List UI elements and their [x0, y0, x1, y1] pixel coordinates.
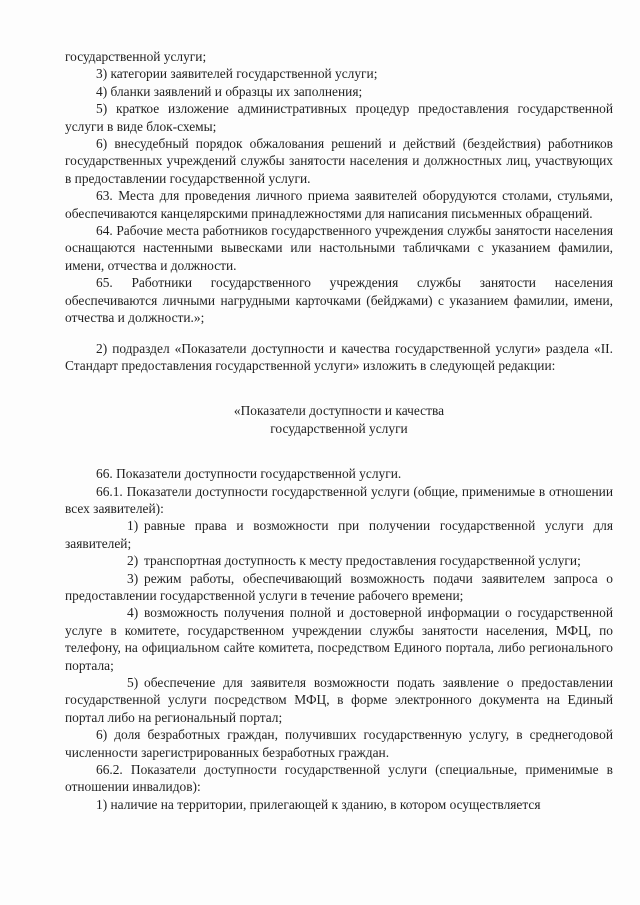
list-item-number: 5) — [127, 675, 139, 690]
list-item: 3) категории заявителей государственной услуги; — [96, 66, 378, 82]
paragraph-63: 63. Места для проведения личного приема заявителей оборудуются столами, стульями, обеспечиваются канцелярскими принадлежностями для написания письменных обращений. — [65, 188, 613, 221]
document-body — [65, 48, 613, 813]
list-item — [65, 517, 613, 552]
paragraph-continuation: государственной услуги; — [65, 49, 207, 64]
spacer — [65, 374, 613, 402]
section-heading-line1: «Показатели доступности и качества — [233, 403, 445, 419]
list-item: 6) внесудебный порядок обжалования решений и действий (бездействия) работников государственных учреждений службы занятости населения и должностных лиц, участвующих в предоставлении государственной услуги. — [65, 136, 613, 186]
list-item: 6) доля безработных граждан, получивших государственную услугу, в среднегодовой численности зарегистрированных безработных граждан. — [65, 727, 613, 760]
list-item-text: возможность получения полной и достоверной информации о государственной услуге в комитете, государственном учреждении службы занятости населения, МФЦ, по телефону, на официальном сайте комитета, посредством Единого портала, либо регионального портала; — [65, 605, 613, 673]
list-item-number: 2) — [127, 553, 139, 569]
paragraph-65: 65. Работники государственного учреждения службы занятости населения обеспечиваются личными нагрудными карточками (бейджами) с указанием фамилии, имени, отчества и должности.»; — [65, 275, 613, 326]
list-item-text: режим работы, обеспечивающий возможность подачи заявителем запроса о предоставлении государственной услуги в течение рабочего времени; — [65, 570, 613, 603]
paragraph-66: 66. Показатели доступности государственной услуги. — [96, 466, 402, 482]
list-item — [65, 674, 613, 726]
list-item-number: 1) — [127, 518, 139, 534]
spacer — [65, 327, 613, 340]
paragraph-66-1: 66.1. Показатели доступности государственной услуги (общие, применимые в отношении всех заявителей): — [65, 483, 613, 516]
section-heading-line2: государственной услуги — [270, 420, 408, 436]
list-item-number: 3) — [127, 570, 139, 586]
list-item-text: транспортная доступность к месту предоставления государственной услуги; — [144, 553, 581, 569]
spacer — [65, 437, 613, 465]
list-item-text: равные права и возможности при получении государственной услуги для заявителей; — [65, 518, 613, 551]
list-item: 1) наличие на территории, прилегающей к зданию, в котором осуществляется — [96, 796, 541, 812]
paragraph-64: 64. Рабочие места работников государственного учреждения службы занятости населения оснащаются настенными вывесками или настольными табличками с указанием фамилии, имени, отчества и должности. — [65, 223, 613, 273]
list-item-text: обеспечение для заявителя возможности подать заявление о предоставлении государственной услуги посредством МФЦ, в форме электронного документа на Единый портал либо на региональный портал; — [65, 675, 613, 725]
list-item — [65, 570, 613, 605]
list-item: 4) бланки заявлений и образцы их заполнения; — [96, 83, 363, 99]
list-item — [65, 604, 613, 674]
list-item-number: 4) — [127, 605, 139, 621]
paragraph-amendment: 2) подраздел «Показатели доступности и качества государственной услуги» раздела «II. Стандарт предоставления государственной услуги» изложить в следующей редакции: — [65, 340, 613, 373]
list-item — [65, 552, 613, 569]
list-item: 5) краткое изложение административных процедур предоставления государственной услуги в виде блок-схемы; — [65, 101, 613, 134]
paragraph-66-2: 66.2. Показатели доступности государственной услуги (специальные, применимые в отношении инвалидов): — [65, 762, 613, 795]
